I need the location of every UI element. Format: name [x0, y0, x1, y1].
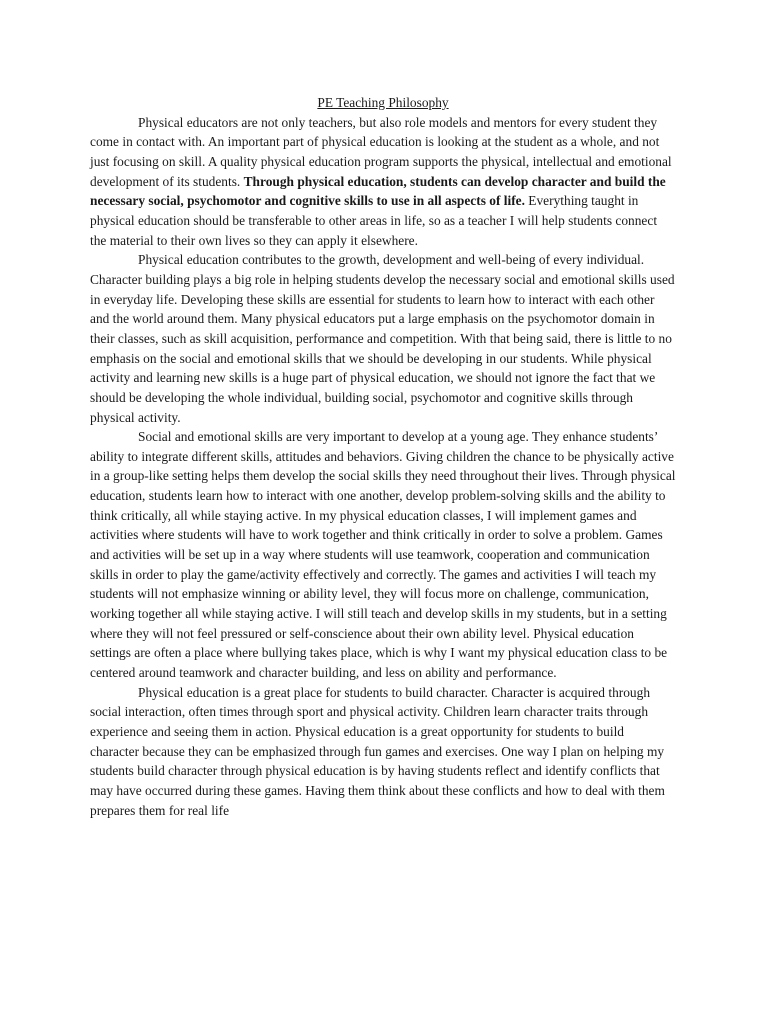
- document-title-text: PE Teaching Philosophy: [317, 95, 449, 110]
- paragraph-1-text-before: Physical educators are not only teachers, but also role models and mentors for every student they come in contact with. An important part of physical education is looking at the student as a whole, and not just focusing on skill. A quality physical education program supports the physical, intellectual and emotional development of its students.: [90, 114, 672, 189]
- paragraph-2: Physical education contributes to the growth, development and well-being of every individual. Character building plays a big role in helping students develop the necessary social and emotional skills used in everyday life. Developing these skills are essential for students to learn how to interact with each other and the world around them. Many physical educators put a large emphasis on the psychomotor domain in their classes, such as skill acquisition, performance and competition. With that being said, there is little to no emphasis on the social and emotional skills that we should be developing in our students. While physical activity and learning new skills is a huge part of physical education, we should not ignore the fact that we should be developing the whole individual, building social, psychomotor and cognitive skills through physical activity.: [90, 252, 675, 425]
- document-body: [90, 93, 676, 820]
- paragraph-3: Social and emotional skills are very important to develop at a young age. They enhance students’ ability to integrate different skills, attitudes and behaviors. Giving children the chance to be physically active in a group-like setting helps them develop the social skills they need throughout their lives. Through physical education, students learn how to interact with one another, develop problem-solving skills and the ability to think critically, all while staying active. In my physical education classes, I will implement games and activities where students will have to work together and think critically in order to solve a problem. Games and activities will be set up in a way where students will use teamwork, cooperation and communication skills in order to play the game/activity effectively and correctly. The games and activities I will teach my students will not emphasize winning or ability level, they will focus more on challenge, communication, working together all while staying active. I will still teach and develop skills in my students, but in a setting where they will not feel pressured or self-conscience about their own ability level. Physical education settings are often a place where bullying takes place, which is why I want my physical education class to be centered around teamwork and character building, and less on ability and performance.: [90, 429, 676, 681]
- paragraph-1-bold-thesis: Through physical education, students can develop character and build the necessary social, psychomotor and cognitive skills to use in all aspects of life.: [90, 173, 666, 209]
- document-title: [90, 93, 676, 113]
- paragraph-1: [90, 113, 676, 251]
- paragraph-4: Physical education is a great place for students to build character. Character is acquired through social interaction, often times through sport and physical activity. Children learn character traits through experience and seeing them in action. Physical education is a great opportunity for students to build character because they can be emphasized through fun games and exercises. One way I plan on helping my students build character through physical education is by having students reflect and identify conflicts that may have occurred during these games. Having them think about these conflicts and how to deal with them prepares them for real life: [90, 684, 665, 818]
- paragraph-1-text-after: Everything taught in physical education should be transferable to other areas in life, so as a teacher I will help students connect the material to their own lives so they can apply it elsewhere.: [90, 193, 658, 248]
